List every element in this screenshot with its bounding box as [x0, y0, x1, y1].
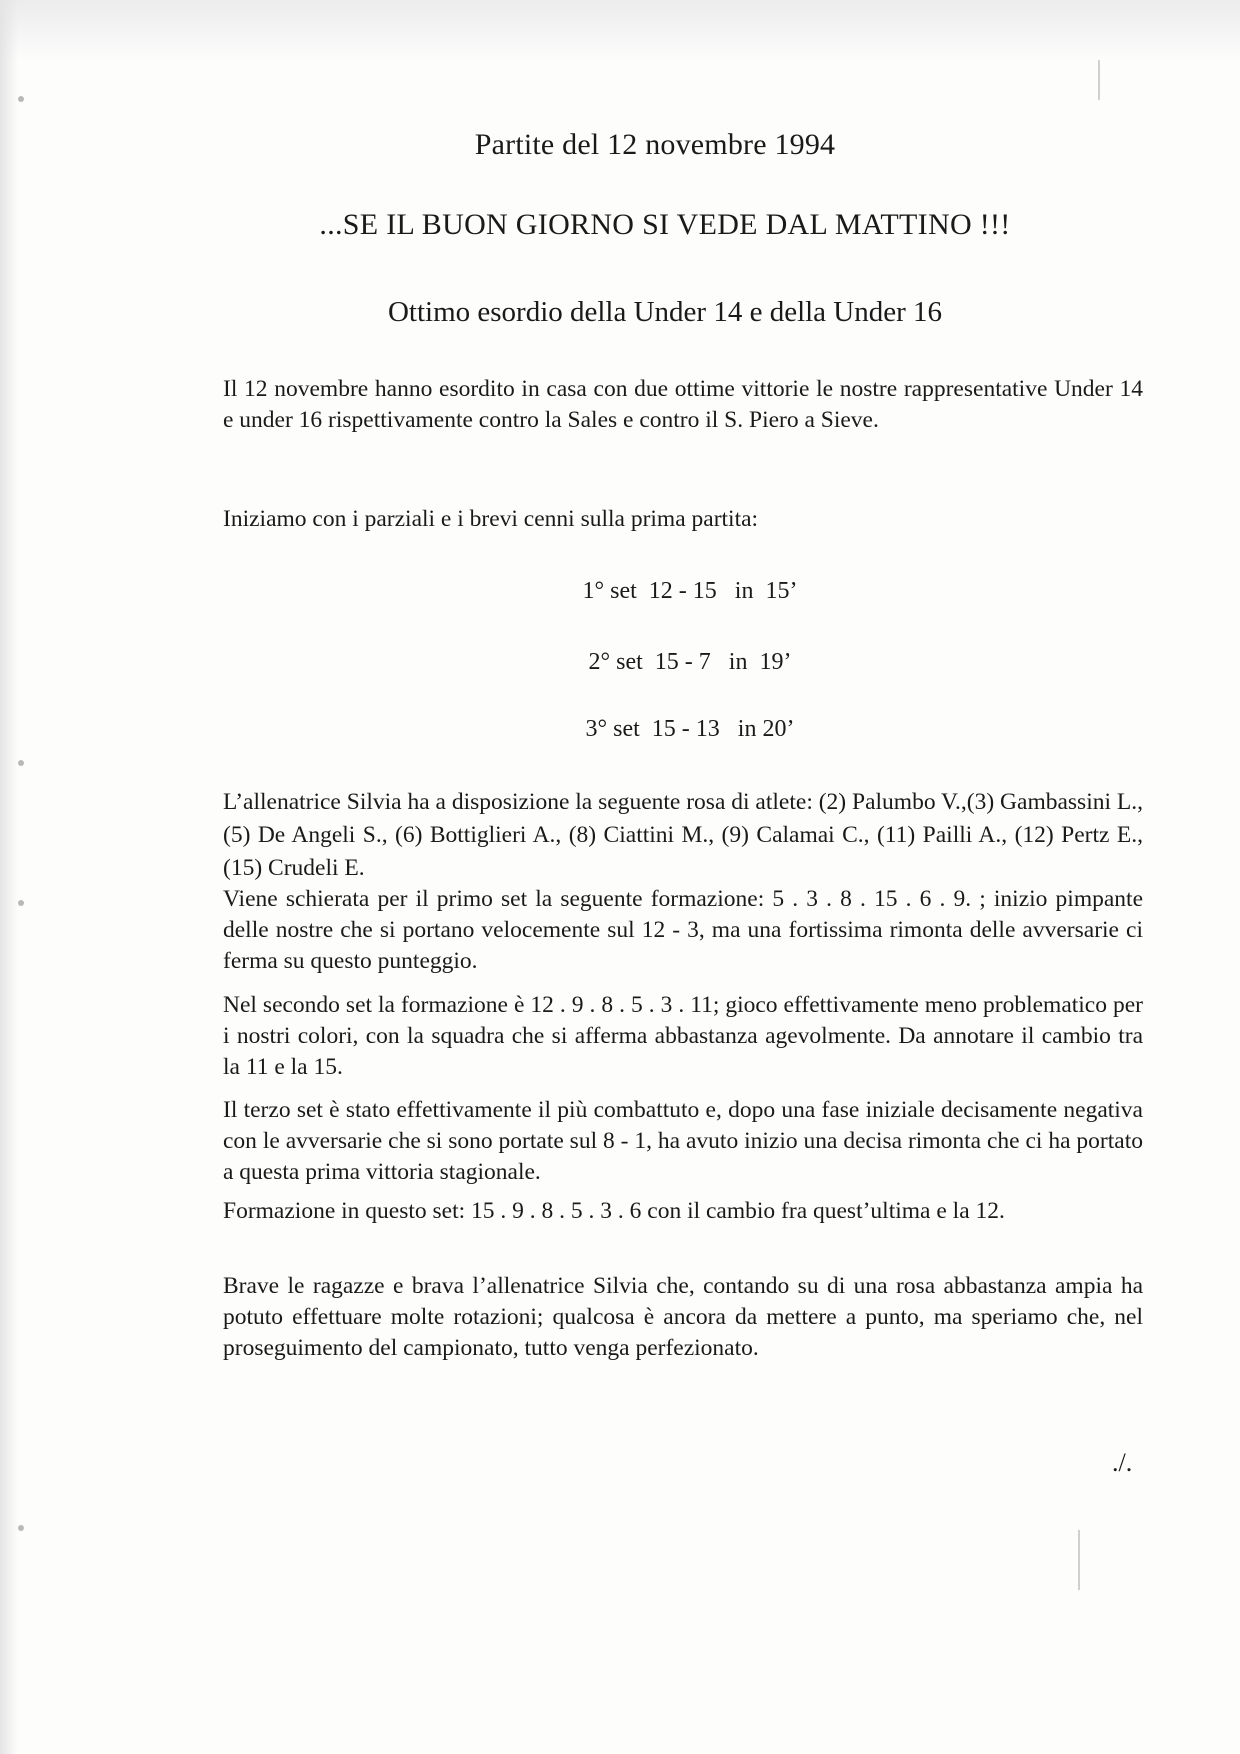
set-score-line: 2° set 15 - 7 in 19’ [588, 649, 792, 675]
roster-paragraph: L’allenatrice Silvia ha a disposizione la seguente rosa di atlete: (2) Palumbo V.,(3) Gambassini L., (5) De Angeli S., (6) Bottiglieri A., (8) Ciattini M., (9) Calamai C., (11) Pailli A., (12) Pertz E., (15) Crudeli E. [223, 789, 1143, 881]
signoff-mark: ./. [1112, 1448, 1133, 1477]
subtitle: Ottimo esordio della Under 14 e della Under 16 [387, 296, 943, 328]
sets-intro-paragraph: Iniziamo con i parziali e i brevi cenni sulla prima partita: [223, 506, 759, 532]
binder-hole-mark [18, 900, 24, 906]
intro-paragraph: Il 12 novembre hanno esordito in casa con due ottime vittorie le nostre rappresentative Under 14 e under 16 rispettivamente contro la Sales e contro il S. Piero a Sieve. [223, 376, 1143, 433]
scan-edge-left [0, 0, 18, 1754]
page-title: ...SE IL BUON GIORNO SI VEDE DAL MATTINO !!! [319, 208, 1011, 241]
scan-artifact-line [1098, 60, 1100, 100]
binder-hole-mark [18, 760, 24, 766]
scan-edge-top [0, 0, 1240, 62]
set-score-line: 3° set 15 - 13 in 20’ [585, 716, 795, 742]
first-set-paragraph: Viene schierata per il primo set la seguente formazione: 5 . 3 . 8 . 15 . 6 . 9. ; inizio pimpante delle nostre che si portano velocemente sul 12 - 3, ma una fortissima rimonta delle avversarie ci ferma su questo punteggio. [223, 886, 1143, 974]
date-heading: Partite del 12 novembre 1994 [474, 128, 836, 161]
set-score-line: 1° set 12 - 15 in 15’ [582, 578, 798, 604]
binder-hole-mark [18, 1525, 24, 1531]
binder-hole-mark [18, 96, 24, 102]
closing-paragraph: Brave le ragazze e brava l’allenatrice Silvia che, contando su di una rosa abbastanza ampia ha potuto effettuare molte rotazioni; qualcosa è ancora da mettere a punto, ma speriamo che, nel proseguimento del campionato, tutto venga perfezionato. [223, 1273, 1143, 1361]
third-set-formation-paragraph: Formazione in questo set: 15 . 9 . 8 . 5 . 3 . 6 con il cambio fra quest’ultima e la 12. [223, 1198, 1005, 1224]
third-set-paragraph: Il terzo set è stato effettivamente il più combattuto e, dopo una fase iniziale decisamente negativa con le avversarie che si sono portate sul 8 - 1, ha avuto inizio una decisa rimonta che ci ha portato a questa prima vittoria stagionale. [223, 1097, 1143, 1185]
second-set-paragraph: Nel secondo set la formazione è 12 . 9 . 8 . 5 . 3 . 11; gioco effettivamente meno problematico per i nostri colori, con la squadra che si afferma abbastanza agevolmente. Da annotare il cambio tra la 11 e la 15. [223, 992, 1143, 1080]
scan-artifact-line [1078, 1530, 1080, 1590]
